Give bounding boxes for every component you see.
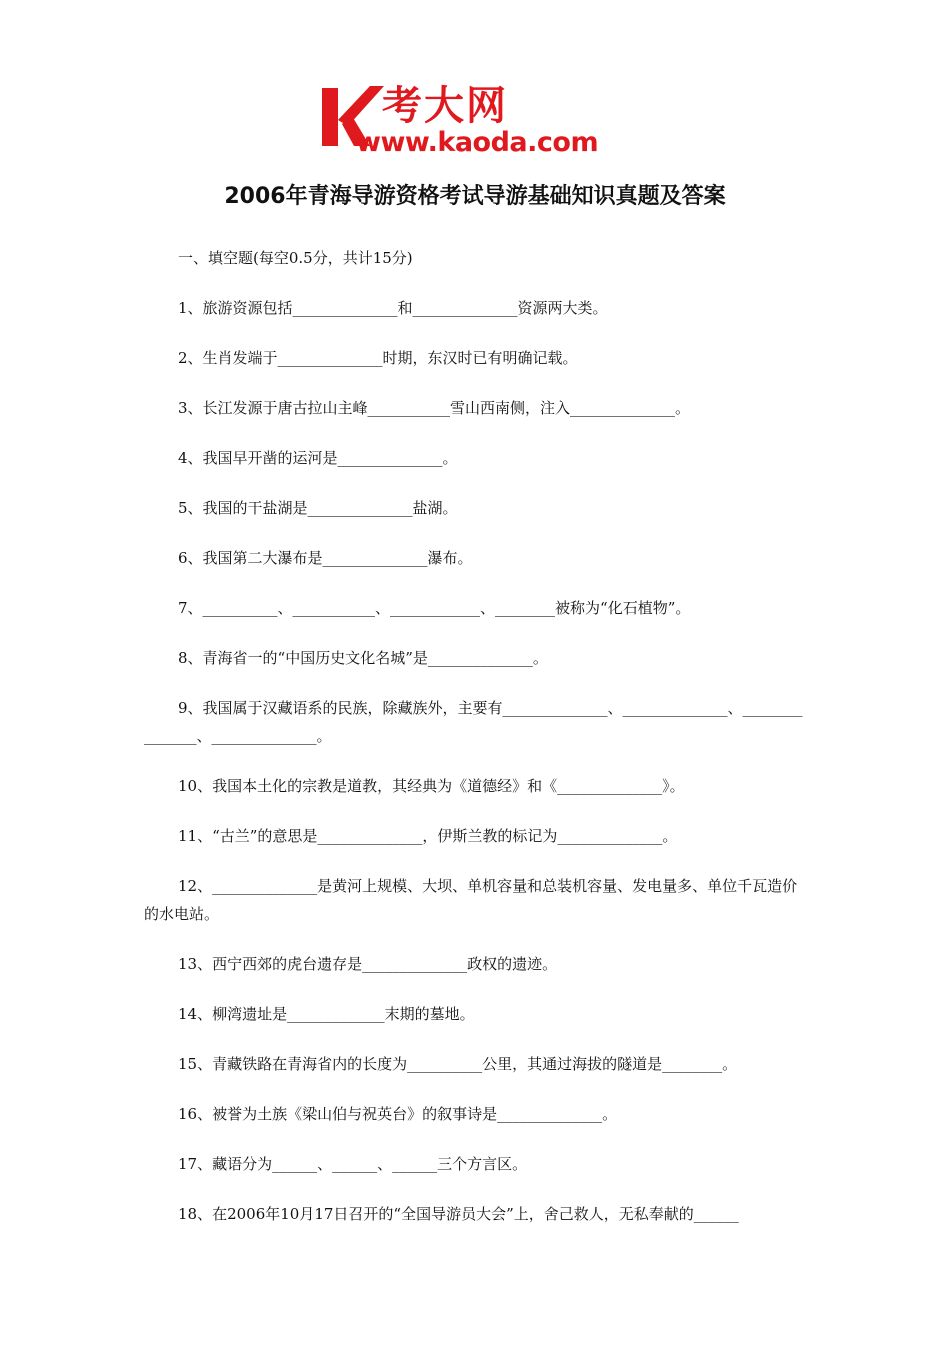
question-11: 11、“古兰”的意思是______________，伊斯兰教的标记为______________。 bbox=[178, 827, 678, 845]
question-17: 17、藏语分为______、______、______三个方言区。 bbox=[178, 1155, 528, 1173]
section-heading: 一、填空题(每空0.5分，共计15分) bbox=[178, 249, 413, 267]
question-8: 8、青海省一的“中国历史文化名城”是______________。 bbox=[178, 649, 548, 667]
question-13: 13、西宁西郊的虎台遗存是______________政权的遗迹。 bbox=[178, 955, 558, 973]
question-1: 1、旅游资源包括______________和______________资源两大类。 bbox=[178, 299, 608, 317]
question-12: 12、______________是黄河上规模、大坝、单机容量和总装机容量、发电量多、单位千瓦造价的水电站。 bbox=[144, 877, 798, 923]
question-10: 10、我国本土化的宗教是道教，其经典为《道德经》和《______________》。 bbox=[178, 777, 685, 795]
question-5: 5、我国的干盐湖是______________盐湖。 bbox=[178, 499, 458, 517]
kaoda-logo bbox=[318, 84, 638, 158]
question-18: 18、在2006年10月17日召开的“全国导游员大会”上，舍己救人，无私奉献的______ bbox=[178, 1205, 739, 1223]
document-title: 2006年青海导游资格考试导游基础知识真题及答案 bbox=[224, 184, 726, 209]
question-3: 3、长江发源于唐古拉山主峰___________雪山西南侧，注入______________。 bbox=[178, 399, 691, 417]
question-9: 9、我国属于汉藏语系的民族，除藏族外，主要有______________、______________、_______________、______________。 bbox=[144, 699, 803, 745]
logo-url-text: www.kaoda.com bbox=[356, 127, 599, 158]
document-body bbox=[144, 244, 808, 1250]
question-6: 6、我国第二大瀑布是______________瀑布。 bbox=[178, 549, 473, 567]
logo-chinese-text: 考大网 bbox=[382, 83, 508, 129]
question-2: 2、生肖发端于______________时期，东汉时已有明确记载。 bbox=[178, 349, 578, 367]
question-16: 16、被誉为土族《梁山伯与祝英台》的叙事诗是______________。 bbox=[178, 1105, 618, 1123]
question-15: 15、青藏铁路在青海省内的长度为__________公里，其通过海拔的隧道是________。 bbox=[178, 1055, 738, 1073]
question-7: 7、__________、___________、____________、________被称为“化石植物”。 bbox=[178, 599, 691, 617]
question-4: 4、我国早开凿的运河是______________。 bbox=[178, 449, 458, 467]
question-14: 14、柳湾遗址是_____________末期的墓地。 bbox=[178, 1005, 475, 1023]
